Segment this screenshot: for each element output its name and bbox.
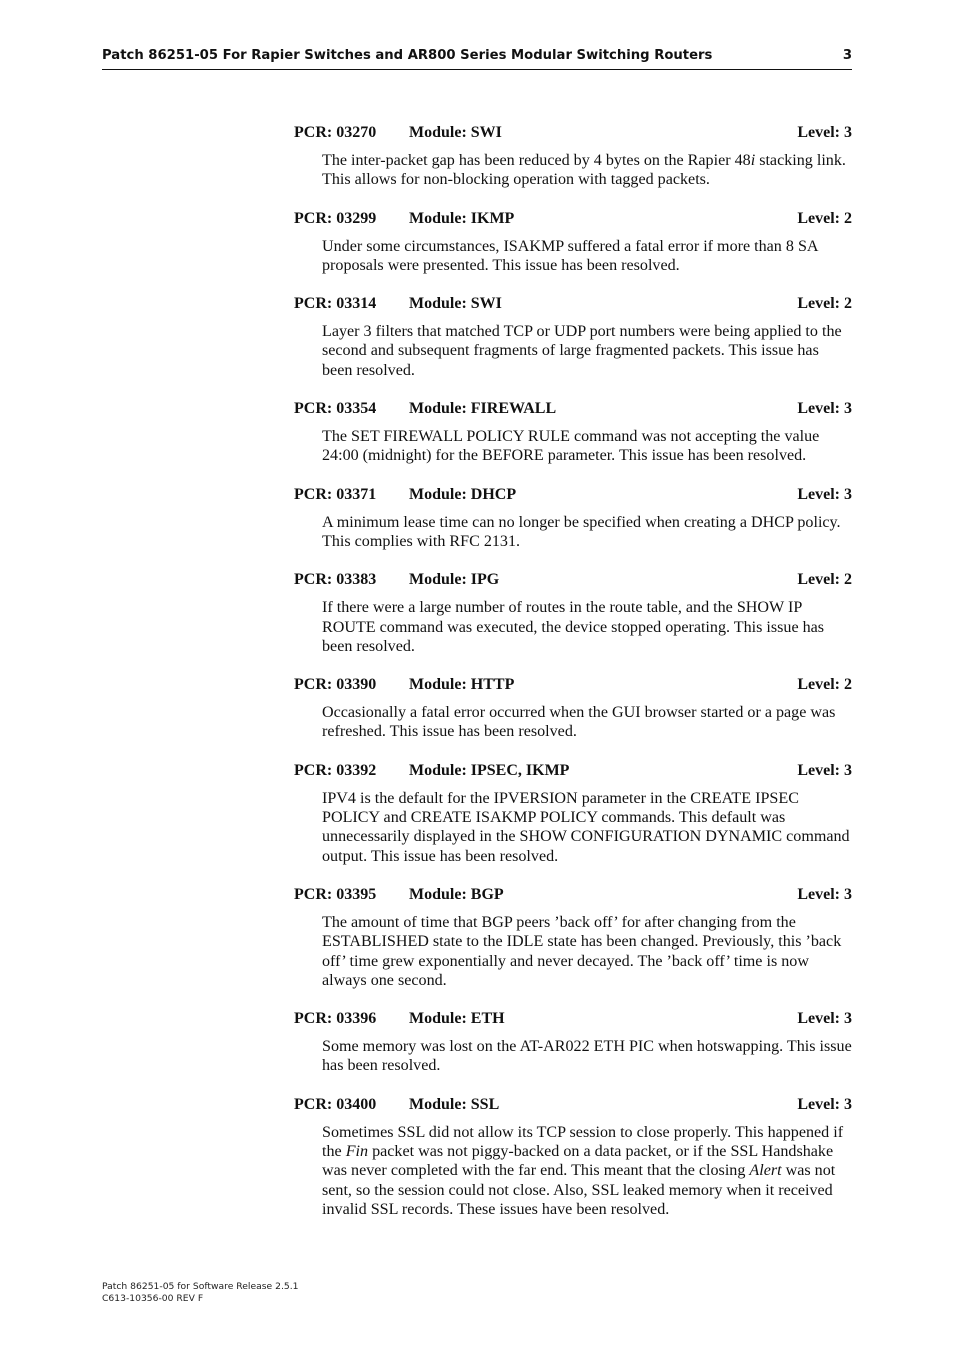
pcr-level: Level: 2: [797, 295, 852, 313]
footer-doc-code: C613-10356-00 REV F: [102, 1292, 204, 1304]
pcr-level: Level: 3: [797, 885, 852, 903]
pcr-level: Level: 3: [797, 124, 852, 141]
pcr-entry: [294, 760, 852, 866]
pcr-number: PCR: 03395: [294, 885, 377, 903]
pcr-description: Layer 3 filters that matched TCP or UDP port numbers were being applied to the second and subsequent fragments of large fragmented packets. This issue has been resolved.: [322, 323, 842, 379]
pcr-level: Level: 3: [797, 761, 852, 779]
page-number: 3: [842, 48, 852, 63]
pcr-entry: [294, 122, 852, 190]
pcr-level: Level: 2: [797, 676, 852, 694]
pcr-description: Under some circumstances, ISAKMP suffered a fatal error if more than 8 SA proposals were presented. This issue has been resolved.: [322, 237, 818, 274]
document-title: Patch 86251-05 For Rapier Switches and AR800 Series Modular Switching Routers: [102, 48, 713, 63]
pcr-description: The SET FIREWALL POLICY RULE command was not accepting the value 24:00 (midnight) for the BEFORE parameter. This issue has been resolved.: [322, 428, 820, 465]
pcr-description: The inter-packet gap has been reduced by 4 bytes on the Rapier 48i stacking link. This allows for non-blocking operation with tagged packets.: [322, 152, 846, 189]
pcr-module: Module: SSL: [409, 1095, 500, 1113]
pcr-entry: [294, 208, 852, 276]
pcr-module: Module: SWI: [409, 295, 502, 313]
pcr-list: [294, 122, 852, 1237]
pcr-entry: [294, 1008, 852, 1076]
pcr-number: PCR: 03314: [294, 295, 377, 313]
pcr-number: PCR: 03383: [294, 571, 377, 589]
page-footer: [102, 1281, 298, 1304]
pcr-level: Level: 3: [797, 1095, 852, 1113]
pcr-number: PCR: 03396: [294, 1010, 377, 1028]
pcr-module: Module: IKMP: [409, 209, 515, 227]
pcr-entry: [294, 484, 852, 552]
pcr-description: IPV4 is the default for the IPVERSION parameter in the CREATE IPSEC POLICY and CREATE ISAKMP POLICY commands. This default was unnecessarily displayed in the SHOW CONFIGURATION DYNAMIC command output. This issue has been resolved.: [322, 789, 850, 865]
pcr-level: Level: 3: [797, 1010, 852, 1028]
pcr-description: If there were a large number of routes in the route table, and the SHOW IP ROUTE command was executed, the device stopped operating. This issue has been resolved.: [322, 599, 825, 655]
pcr-module: Module: ETH: [409, 1010, 505, 1028]
pcr-level: Level: 3: [797, 400, 852, 418]
pcr-number: PCR: 03392: [294, 761, 377, 779]
pcr-entry: [294, 569, 852, 656]
pcr-module: Module: IPSEC, IKMP: [409, 761, 570, 779]
footer-release: Patch 86251-05 for Software Release 2.5.1: [102, 1281, 299, 1292]
pcr-description: Sometimes SSL did not allow its TCP session to close properly. This happened if the Fin packet was not piggy-backed on a data packet, or if the SSL Handshake was never completed with the far end. This meant that the closing Alert was not sent, so the session could not close. Also, SSL leaked memory when it received invalid SSL records. These issues have been resolved.: [322, 1123, 844, 1218]
pcr-module: Module: SWI: [409, 124, 502, 141]
pcr-number: PCR: 03270: [294, 124, 377, 141]
pcr-number: PCR: 03371: [294, 485, 377, 503]
pcr-module: Module: IPG: [409, 571, 500, 589]
pcr-number: PCR: 03400: [294, 1095, 377, 1113]
pcr-description: The amount of time that BGP peers ’back off’ for after changing from the ESTABLISHED state to the IDLE state has been changed. Previously, this ’back off’ time grew exponentially and never decayed. The ’back off’ time is now always one second.: [322, 913, 842, 989]
pcr-module: Module: DHCP: [409, 485, 517, 503]
pcr-module: Module: HTTP: [409, 676, 515, 694]
pcr-description: A minimum lease time can no longer be specified when creating a DHCP policy. This complies with RFC 2131.: [322, 513, 841, 550]
pcr-entry: [294, 1094, 852, 1219]
pcr-entry: [294, 398, 852, 466]
pcr-level: Level: 2: [797, 571, 852, 589]
pcr-number: PCR: 03354: [294, 400, 377, 418]
pcr-module: Module: FIREWALL: [409, 400, 557, 418]
pcr-entry: [294, 884, 852, 990]
pcr-entry: [294, 293, 852, 380]
pcr-level: Level: 2: [797, 209, 852, 227]
pcr-description: Occasionally a fatal error occurred when the GUI browser started or a page was refreshed. This issue has been resolved.: [322, 704, 836, 741]
pcr-number: PCR: 03390: [294, 676, 377, 694]
pcr-description: Some memory was lost on the AT-AR022 ETH PIC when hotswapping. This issue has been resolved.: [322, 1038, 852, 1075]
pcr-number: PCR: 03299: [294, 209, 377, 227]
running-header: [102, 47, 852, 70]
pcr-level: Level: 3: [797, 485, 852, 503]
pcr-entry: [294, 674, 852, 742]
pcr-module: Module: BGP: [409, 885, 504, 903]
